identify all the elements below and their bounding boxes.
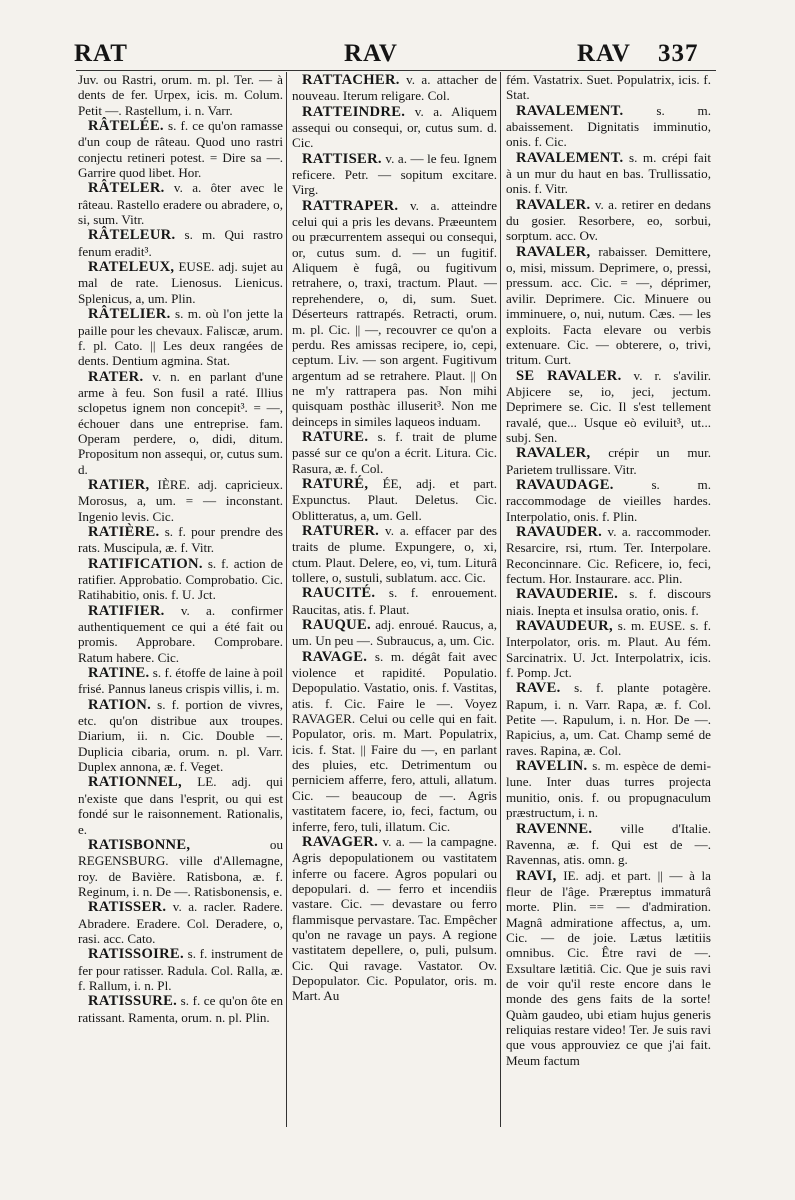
entry-definition: v. a. attacher de nouveau. Iterum religare. Col. (292, 72, 497, 104)
dictionary-entry (78, 72, 283, 118)
dictionary-entry (78, 306, 283, 368)
dictionary-entry (506, 821, 711, 868)
entry-headword: RATIER, (88, 476, 150, 493)
entry-definition: fém. Vastatrix. Suet. Populatrix, icis. f. Stat. (506, 72, 711, 103)
entry-definition: EUSE. adj. sujet au mal de rate. Lienosus. Lienicus. Splenicus, a, um. Plin. (78, 259, 283, 306)
entry-headword: RAVALER, (516, 243, 591, 260)
entry-headword: RAVELIN. (516, 758, 588, 775)
entry-headword: RAUQUE. (302, 617, 371, 634)
dictionary-entry (292, 429, 497, 476)
dictionary-entry (292, 585, 497, 617)
entry-headword: RATISSOIRE. (88, 946, 184, 963)
entry-definition: v. a. ôter avec le râteau. Rastello eradere ou abradere, o, si, sum. Vitr. (78, 180, 283, 228)
dictionary-entry (292, 151, 497, 198)
entry-definition: s. m. abaissement. Dignitatis imminutio, onis. f. Cic. (506, 102, 711, 150)
dictionary-entry (78, 946, 283, 993)
running-header (74, 40, 714, 70)
entry-headword: RATURE. (302, 428, 369, 445)
entry-headword: RAUCITÉ. (302, 585, 376, 602)
entry-headword: RAVI, (516, 867, 557, 884)
header-right-guideword: RAV (577, 40, 631, 67)
entry-definition: s. m. raccommodage de vieilles hardes. Interpolatio, onis. f. Plin. (506, 476, 711, 524)
dictionary-entry (292, 617, 497, 649)
entry-headword: RAVAUDERIE. (516, 586, 619, 603)
entry-definition: v. a. retirer en dedans du gosier. Resorbere, eo, sorbui, sorptum. acc. Ov. (506, 196, 711, 244)
entry-definition: s. f. action de ratifier. Approbatio. Comprobatio. Cic. Ratihabitio, onis. f. U. Jct. (78, 555, 283, 603)
page-number: 337 (658, 40, 699, 67)
dictionary-entry (78, 837, 283, 899)
entry-headword: RATIONNEL, (88, 774, 182, 791)
dictionary-entry (506, 868, 711, 1068)
entry-definition: s. f. ce qu'on ramasse d'un coup de râteau. Quod uno rastri conjectu retineri potest. = Dire sa —. Garrire quod libet. Hor. (78, 118, 283, 181)
entry-definition: rabaisser. Demittere, o, misi, missum. Deprimere, o, pressi, pressum. acc. Cic. = —, déprimer, avilir. Deprimere. Cic. Minuere ou imminuere, o, nui, nutum. Cæs. — les exploits. Facta elevare ou verbis extenuare. Cic. — obterere, o, trivi, tritum. Curt. (506, 243, 711, 368)
entry-definition: ville d'Italie. Ravenna, æ. f. Qui est de —. Ravennas, atis. omn. g. (506, 820, 711, 868)
entry-headword: RATTRAPER. (302, 197, 399, 214)
dictionary-entry (506, 244, 711, 368)
entry-definition: IE. adj. et part. || — à la fleur de l'âge. Præreptus immaturâ morte. Plin. == — d'admiration. Magnâ admiratione affectus, a, um. Cic. — de joie. Lætus lætitiis omnibus. Cic. Être ravi de —. Exsultare lætitiâ. Cic. Que je suis ravi de voir qu'il reste encore dans le monde des gens faits de la sorte! Quàm gaudeo, ubi etiam hujus generis reliquias restare video! Ter. Je suis ravi que vous approuviez ce que j'ai fait. Meum factum (506, 867, 711, 1068)
entry-definition: s. f. étoffe de laine à poil frisé. Pannus laneus crispis villis, i. m. (78, 665, 283, 697)
entry-headword: RATIÈRE. (88, 523, 160, 540)
entry-definition: v. a. — le feu. Ignem reficere. Petr. — sopitum excitare. Virg. (292, 150, 497, 198)
entry-headword: RATURÉ, (302, 475, 369, 492)
dictionary-entry (292, 834, 497, 1004)
dictionary-entry (506, 477, 711, 524)
entry-headword: RATISSURE. (88, 993, 178, 1010)
entry-definition: v. a. racler. Radere. Abradere. Eradere. Col. Deradere, o, rasi. acc. Cato. (78, 899, 283, 946)
entry-definition: ÉE, adj. et part. Expunctus. Plaut. Deletus. Cic. Oblitteratus, a, um. Gell. (292, 475, 497, 523)
entry-headword: RAVENNE. (516, 820, 593, 837)
entry-definition: s. m. où l'on jette la paille pour les chevaux. Faliscæ, arum. f. pl. Cato. || Les deux rangées de dents. Dentium agmina. Stat. (78, 306, 283, 369)
entry-definition: crépir un mur. Parietem trullissare. Vitr. (506, 445, 711, 477)
entry-definition: ou REGENSBURG. ville d'Allemagne, roy. de Bavière. Ratisbona, æ. f. Reginum, i. n. De —. Ratisbonensis, e. (78, 836, 283, 899)
dictionary-entry (78, 118, 283, 180)
dictionary-entry (506, 197, 711, 244)
dictionary-entry (292, 72, 497, 104)
entry-headword: RAVAUDAGE. (516, 476, 614, 493)
entry-definition: v. n. en parlant d'une arme à feu. Son fusil a raté. Illius sclopetus ignem non concepit³. = —, échouer dans une entreprise. fam. Operam perdere, o, didi, ditum. Propositum non assequi, or, cutus sum. d. (78, 368, 283, 477)
entry-definition: v. r. s'avilir. Abjicere se, io, jeci, jectum. Deprimere se. Cic. Il s'est tellement ravalé, que... Usque eò eviluit³, ut... subj. Sen. (506, 367, 711, 445)
dictionary-entry (292, 476, 497, 523)
entry-definition: IÈRE. adj. capricieux. Morosus, a, um. = — inconstant. Ingenio levis. Cic. (78, 476, 283, 524)
dictionary-entry (506, 524, 711, 586)
column-right (506, 72, 711, 1132)
entry-definition: s. m. EUSE. s. f. Interpolator, oris. m. Plaut. Au fém. Sarcinatrix. U. Jct. Interpolatrix, icis. f. Pomp. Jct. (506, 618, 711, 681)
dictionary-entry (78, 259, 283, 306)
entry-definition: v. a. confirmer authentiquement ce qui a été fait ou promis. Approbare. Comprobare. Ratum habere. Cic. (78, 602, 283, 665)
entry-headword: RAVAGER. (302, 833, 379, 850)
dictionary-entry (78, 369, 283, 477)
dictionary-entry (78, 993, 283, 1025)
dictionary-entry (506, 368, 711, 446)
column-left (78, 72, 283, 1132)
entry-definition: s. f. portion de vivres, etc. qu'on distribue aux troupes. Diarium, ii. n. Cic. Double —. Duplicia cibaria, orum. n. pl. Varr. Duplex annona, æ. f. Veget. (78, 696, 283, 775)
entry-headword: RATURER. (302, 522, 380, 539)
entry-headword: RATTEINDRE. (302, 103, 406, 120)
entry-headword: RAVALEMENT. (516, 102, 624, 119)
dictionary-entry (292, 104, 497, 151)
entry-headword: SE RAVALER. (516, 367, 622, 384)
entry-definition: s. f. trait de plume passé sur ce qu'on a écrit. Litura. Cic. Rasura, æ. f. Col. (292, 428, 497, 476)
entry-headword: RAVALEMENT. (516, 149, 624, 166)
entry-definition: s. f. discours niais. Inepta et insulsa oratio, onis. f. (506, 586, 711, 618)
dictionary-entry (78, 524, 283, 556)
entry-definition: v. a. effacer par des traits de plume. Expungere, o, xi, ctum. Plaut. Delere, eo, vi, tum. Liturâ tollere, o, sustuli, sublatum. acc. Cic. (292, 522, 497, 585)
dictionary-entry (292, 649, 497, 834)
dictionary-entry (78, 603, 283, 665)
dictionary-entry (78, 697, 283, 775)
entry-headword: RATER. (88, 368, 144, 385)
entry-headword: RAVAGE. (302, 648, 368, 665)
dictionary-entry (78, 227, 283, 259)
dictionary-entry (78, 180, 283, 227)
entry-headword: RAVALER. (516, 196, 591, 213)
entry-definition: v. a. Aliquem assequi ou consequi, or, cutus sum. d. Cic. (292, 103, 497, 151)
dictionary-entry (292, 523, 497, 585)
entry-headword: RAVE. (516, 680, 561, 697)
entry-definition: s. m. Qui rastro fenum eradit³. (78, 227, 283, 259)
entry-definition: s. m. crépi fait à un mur du haut en bas. Trullissatio, onis. f. Vitr. (506, 149, 711, 197)
dictionary-entry (78, 556, 283, 603)
entry-definition: s. f. plante potagère. Rapum, i. n. Varr. Rapa, æ. f. Col. Petite —. Rapulum, i. n. Hor. De —. Rapicius, a, um. Cat. Champ semé de raves. Rapina, æ. Col. (506, 680, 711, 758)
column-middle (292, 72, 497, 1132)
dictionary-entry (78, 899, 283, 946)
entry-definition: s. f. instrument de fer pour ratisser. Radula. Col. Ralla, æ. f. Rallum, i. n. Pl. (78, 946, 283, 993)
entry-headword: RAVAUDER. (516, 523, 603, 540)
entry-definition: s. f. pour prendre des rats. Muscipula, æ. f. Vitr. (78, 523, 283, 556)
entry-headword: RAVALER, (516, 445, 591, 462)
header-left-guideword: RAT (74, 40, 128, 67)
entry-headword: RÂTELER. (88, 180, 165, 197)
entry-headword: RATIFIER. (88, 602, 165, 619)
entry-definition: s. m. espèce de demi-lune. Inter duas turres projecta munitio, onis. f. ou propugnaculum præstructum, i. n. (506, 758, 711, 821)
entry-definition: s. f. enrouement. Raucitas, atis. f. Plaut. (292, 585, 497, 617)
entry-headword: RAVAUDEUR, (516, 618, 613, 635)
entry-headword: RÂTELIER. (88, 306, 171, 323)
dictionary-entry (506, 150, 711, 197)
dictionary-entry (506, 680, 711, 758)
dictionary-entry (506, 445, 711, 477)
entry-headword: RATISSER. (88, 899, 167, 916)
entry-definition: v. a. raccommoder. Resarcire, rsi, rtum. Ter. Interpolare. Reconcinnare. Cic. Reficere, io, feci, fectum. Hor. Instaurare. acc. Plin. (506, 523, 711, 586)
dictionary-entry (78, 477, 283, 524)
dictionary-entry (292, 198, 497, 429)
entry-headword: RATELEUX, (88, 259, 175, 276)
header-rule (76, 70, 716, 71)
dictionary-entry (506, 72, 711, 103)
entry-headword: RATTACHER. (302, 72, 400, 88)
entry-headword: RÂTELEUR. (88, 227, 176, 244)
entry-definition: v. a. atteindre celui qui a pris les devans. Præeuntem ou præcurrentem assequi ou consequi, or, cutus sum. d. — un fugitif. Aliquem è fugâ, ou fugitivum retrahere, o, traxi, tractum. Plaut. — reprehendere, o, di, sum. Suet. Déserteurs rattrapés. Retracti, orum. m. pl. Cic. || —, recouvrer ce qu'on a perdu. Res amissas recipere, io, cepi, ceptum. Liv. — son argent. Fugitivum argentum ad se retrahere. Plaut. || On ne m'y rattrapera pas. Non mihi quisquam posthàc illuserit³. Non me deinceps in similes laqueos induam. (292, 197, 497, 429)
entry-definition: Juv. ou Rastri, orum. m. pl. Ter. — à dents de fer. Urpex, icis. m. Colum. Petit —. Rastellum, i. n. Varr. (78, 72, 283, 118)
entry-headword: RATTISER. (302, 150, 382, 167)
entry-headword: RATIFICATION. (88, 555, 203, 572)
dictionary-entry (506, 103, 711, 150)
entry-headword: RATISBONNE, (88, 836, 191, 853)
entry-definition: s. m. dégât fait avec violence et rapidité. Populatio. Depopulatio. Vastatio, onis. f. Vastitas, atis. f. Cic. Faire le —. Voyez RAVAGER. Celui ou celle qui en fait. Populator, oris. m. Mart. Populatrix, icis. f. Stat. || Faire du —, en parlant des pluies, etc. Detrimentum ou perniciem afferre, fero, attuli, allatum. Cic. — beaucoup de —. Agris vastitatem facere, io, feci, factum, ou inferre, fero, tuli, illatum. Cic. (292, 648, 497, 834)
entry-headword: RATINE. (88, 665, 150, 682)
entry-headword: RÂTELÉE. (88, 118, 164, 135)
dictionary-entry (78, 665, 283, 697)
entry-definition: v. a. — la campagne. Agris depopulationem ou vastitatem inferre ou facere. Agros populari ou depopulari. d. — ferro et incendiis vastare. Cic. — devastare ou ferro flammisque pervastare. Tac. Empêcher qu'on ne ravage un pays. A regione vastitatem depellere, o, puli, pulsum. Cic. Qui ravage. Vastator. Ov. Depopulator. Cic. Populator, oris. m. Mart. Au (292, 833, 497, 1004)
dictionary-columns (78, 72, 712, 1132)
entry-definition: adj. enroué. Raucus, a, um. Un peu —. Subraucus, a, um. Cic. (292, 617, 497, 649)
header-center-guideword: RAV (344, 40, 398, 67)
entry-definition: s. f. ce qu'on ôte en ratissant. Ramenta, orum. n. pl. Plin. (78, 993, 283, 1025)
entry-headword: RATION. (88, 696, 152, 713)
dictionary-entry (506, 758, 711, 820)
dictionary-entry (78, 774, 283, 836)
entry-definition: LE. adj. qui n'existe que dans l'esprit, ou qui est fondé sur le raisonnement. Rationalis, e. (78, 774, 283, 837)
dictionary-entry (506, 586, 711, 618)
dictionary-entry (506, 618, 711, 680)
